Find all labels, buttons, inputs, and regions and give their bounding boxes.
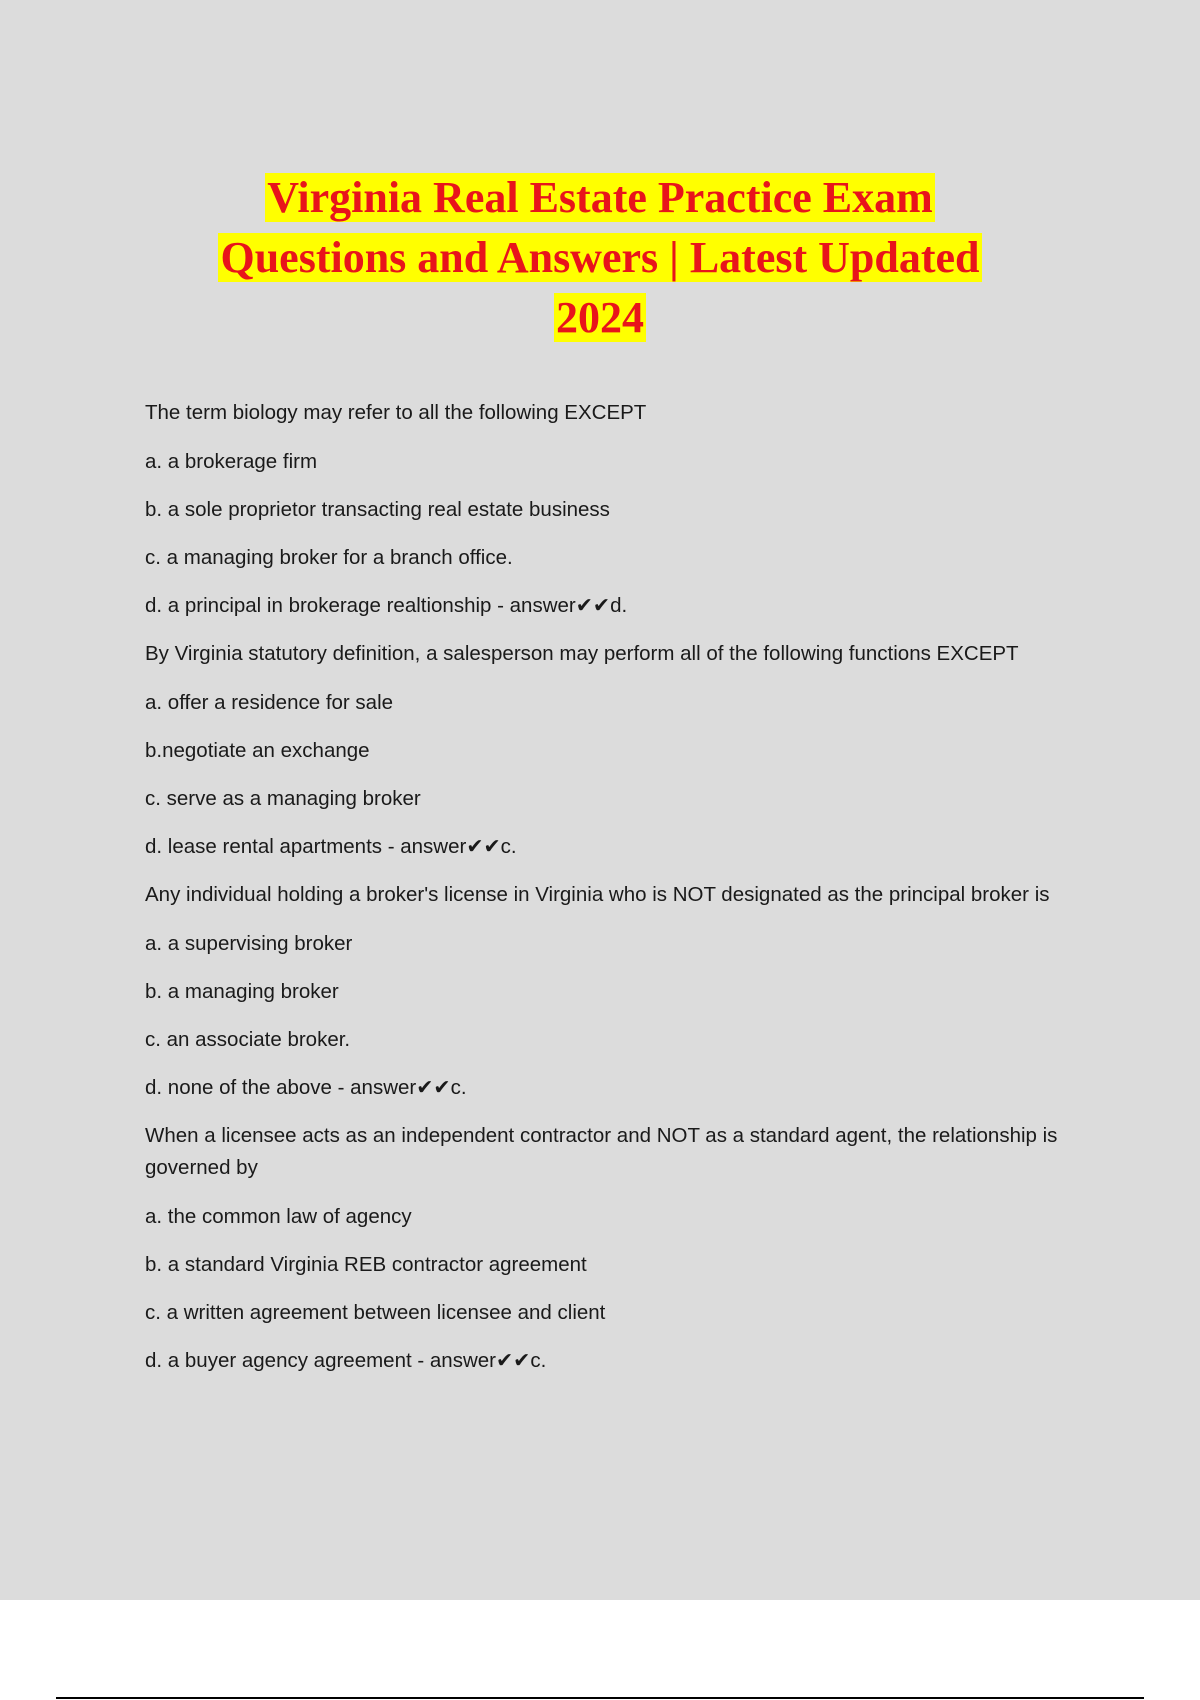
title-line: [0, 288, 1200, 348]
title-line-text: Questions and Answers | Latest Updated: [220, 233, 980, 282]
question-list: [145, 397, 1105, 1393]
answer-option: b. a standard Virginia REB contractor agreement: [145, 1253, 587, 1276]
title-line: [0, 168, 1200, 228]
answer-option: c. a written agreement between licensee and client: [145, 1301, 606, 1324]
question-block: [145, 879, 1105, 1104]
answer-option: b. a sole proprietor transacting real estate business: [145, 498, 610, 521]
title-line: [0, 228, 1200, 288]
answer-option: a. a supervising broker: [145, 932, 353, 955]
answer-option: d. a buyer agency agreement - answer✔✔c.: [145, 1349, 547, 1372]
answer-option: a. a brokerage firm: [145, 450, 318, 473]
answer-option: c. an associate broker.: [145, 1028, 351, 1051]
answer-option: d. none of the above - answer✔✔c.: [145, 1076, 467, 1099]
answer-option: d. a principal in brokerage realtionship - answer✔✔d.: [145, 594, 628, 617]
question-block: [145, 638, 1105, 863]
question-text: The term biology may refer to all the following EXCEPT: [145, 401, 647, 424]
title-line-text: Virginia Real Estate Practice Exam: [267, 173, 933, 222]
footer-divider: [56, 1697, 1144, 1699]
answer-option: c. a managing broker for a branch office.: [145, 546, 513, 569]
question-text: When a licensee acts as an independent contractor and NOT as a standard agent, the relationship is governed by: [145, 1124, 1058, 1179]
answer-option: c. serve as a managing broker: [145, 787, 421, 810]
answer-option: b.negotiate an exchange: [145, 739, 370, 762]
question-block: [145, 397, 1105, 622]
title-line-text: 2024: [556, 293, 644, 342]
question-text: Any individual holding a broker's license in Virginia who is NOT designated as the principal broker is: [145, 883, 1050, 906]
question-block: [145, 1120, 1105, 1377]
answer-option: b. a managing broker: [145, 980, 339, 1003]
question-text: By Virginia statutory definition, a salesperson may perform all of the following functions EXCEPT: [145, 642, 1019, 665]
answer-option: a. offer a residence for sale: [145, 691, 394, 714]
answer-option: d. lease rental apartments - answer✔✔c.: [145, 835, 517, 858]
document-title: [0, 168, 1200, 348]
answer-option: a. the common law of agency: [145, 1205, 412, 1228]
